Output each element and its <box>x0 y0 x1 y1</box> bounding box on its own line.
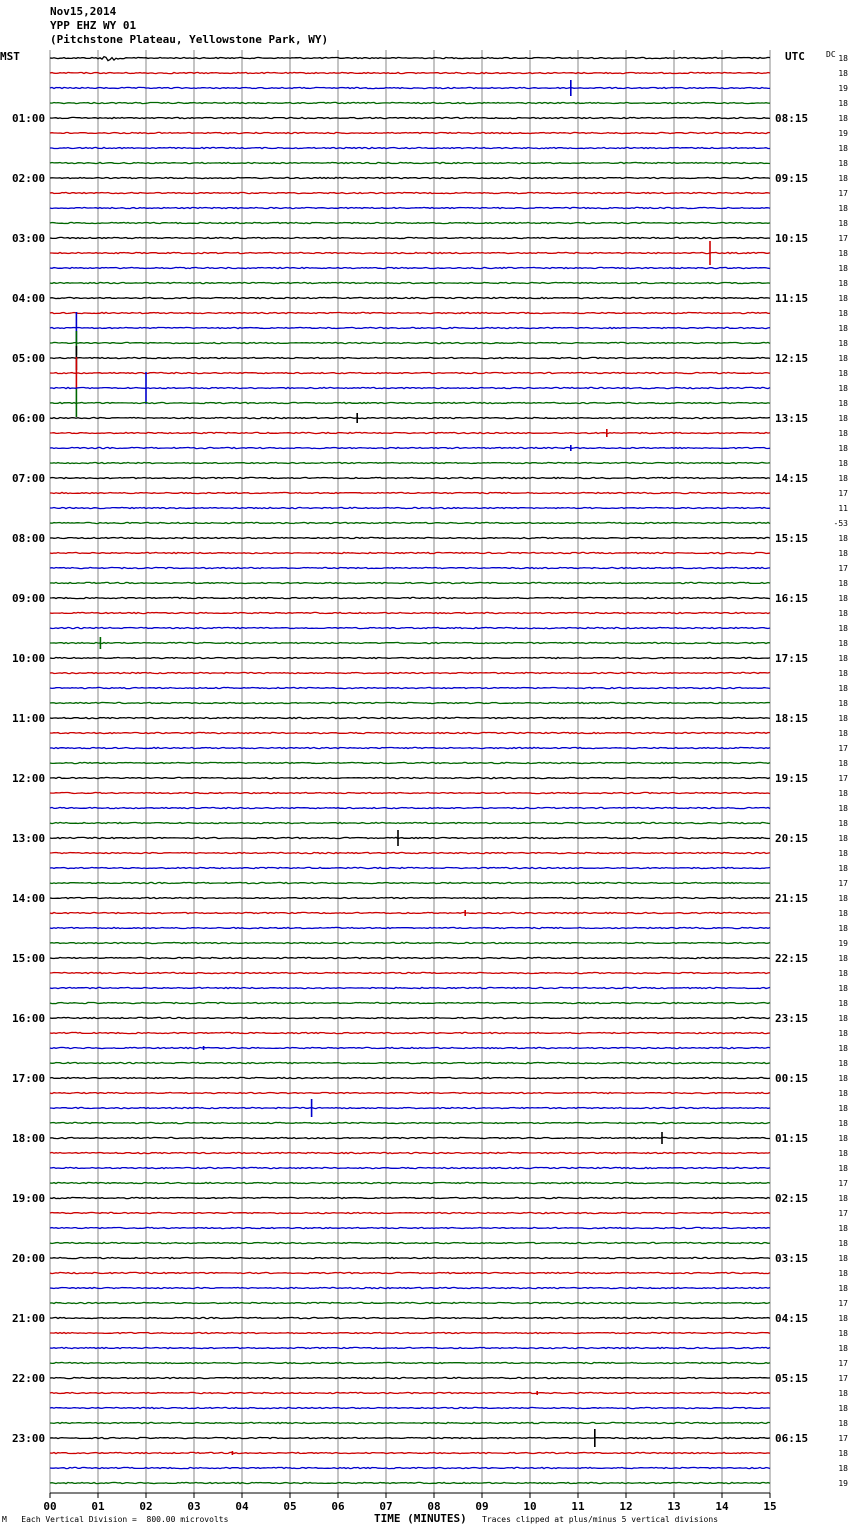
dc-offset-label: 18 <box>838 1194 848 1203</box>
trace-line <box>50 312 770 313</box>
left-hour-label: 13:00 <box>12 832 46 845</box>
dc-offset-label: 17 <box>838 489 848 498</box>
left-hour-label: 21:00 <box>12 1312 46 1325</box>
dc-offset-label: 18 <box>838 99 848 108</box>
dc-offset-label: 19 <box>838 129 848 138</box>
right-hour-label: 15:15 <box>775 532 809 545</box>
right-hour-label: 14:15 <box>775 472 809 485</box>
dc-offset-label: 18 <box>838 69 848 78</box>
right-hour-label: 17:15 <box>775 652 809 665</box>
seismic-traces <box>50 57 770 1484</box>
trace-line <box>50 972 770 973</box>
trace-line <box>50 162 770 163</box>
trace-line <box>50 417 770 418</box>
x-tick-label: 11 <box>571 1500 585 1513</box>
dc-offset-label: 18 <box>838 1239 848 1248</box>
trace-line <box>50 537 770 538</box>
trace-line <box>50 687 770 688</box>
trace-line <box>50 1242 770 1243</box>
right-hour-label: 11:15 <box>775 292 809 305</box>
dc-offset-label: 18 <box>838 1284 848 1293</box>
dc-offset-label: 18 <box>838 1389 848 1398</box>
dc-offset-label: 17 <box>838 1359 848 1368</box>
dc-offset-label: 18 <box>838 684 848 693</box>
dc-offset-label: 18 <box>838 759 848 768</box>
dc-offset-label: 18 <box>838 819 848 828</box>
dc-offset-label: 17 <box>838 1179 848 1188</box>
right-timezone-label: UTC <box>785 50 805 63</box>
x-tick-label: 12 <box>619 1500 633 1513</box>
trace-line <box>50 807 770 808</box>
left-timezone-label: MST <box>0 50 20 63</box>
dc-offset-label: 17 <box>838 1209 848 1218</box>
left-hour-label: 12:00 <box>12 772 46 785</box>
trace-line <box>50 567 770 568</box>
trace-line <box>50 402 770 403</box>
trace-line <box>50 1482 770 1483</box>
dc-offset-label: 18 <box>838 1314 848 1323</box>
dc-offset-label: 18 <box>838 594 848 603</box>
dc-offset-label: 18 <box>838 1089 848 1098</box>
dc-offset-label: 17 <box>838 189 848 198</box>
dc-offset-label: 18 <box>838 1224 848 1233</box>
right-hour-label: 10:15 <box>775 232 809 245</box>
trace-line <box>50 87 770 88</box>
dc-offset-label: 18 <box>838 729 848 738</box>
dc-offset-label: 17 <box>838 1299 848 1308</box>
left-hour-label: 11:00 <box>12 712 46 725</box>
trace-line <box>50 102 770 103</box>
trace-line <box>50 1197 770 1198</box>
trace-line <box>50 1287 770 1288</box>
left-hour-label: 08:00 <box>12 532 46 545</box>
station-label: YPP EHZ WY 01 <box>50 19 137 32</box>
trace-line <box>50 447 770 448</box>
left-hour-label: 22:00 <box>12 1372 46 1385</box>
trace-line <box>50 867 770 868</box>
x-tick-label: 00 <box>43 1500 57 1513</box>
trace-line <box>50 132 770 133</box>
dc-offset-label: 17 <box>838 879 848 888</box>
trace-line <box>50 522 770 523</box>
dc-offset-label: 18 <box>838 1254 848 1263</box>
dc-offset-label: 18 <box>838 309 848 318</box>
trace-line <box>50 192 770 193</box>
trace-line <box>50 1422 770 1423</box>
trace-line <box>50 222 770 223</box>
trace-line <box>50 777 770 778</box>
left-hour-label: 04:00 <box>12 292 46 305</box>
trace-line <box>50 1092 770 1093</box>
left-hour-label: 10:00 <box>12 652 46 665</box>
dc-offset-label: 18 <box>838 789 848 798</box>
left-hour-label: 03:00 <box>12 232 46 245</box>
trace-line <box>50 387 770 388</box>
trace-line <box>50 942 770 943</box>
trace-line <box>50 462 770 463</box>
right-hour-label: 16:15 <box>775 592 809 605</box>
right-hour-label: 08:15 <box>775 112 809 125</box>
trace-line <box>50 1452 770 1453</box>
trace-line <box>50 327 770 328</box>
trace-line <box>50 1167 770 1168</box>
dc-offset-label: 18 <box>838 609 848 618</box>
trace-line <box>50 1257 770 1258</box>
trace-line <box>50 297 770 298</box>
right-hour-label: 06:15 <box>775 1432 809 1445</box>
dc-offset-label: 18 <box>838 369 848 378</box>
trace-line <box>50 672 770 673</box>
left-hour-label: 23:00 <box>12 1432 46 1445</box>
left-hour-label: 09:00 <box>12 592 46 605</box>
trace-line <box>50 1212 770 1213</box>
dc-offset-label: 18 <box>838 1104 848 1113</box>
dc-offset-label: 18 <box>838 114 848 123</box>
left-hour-label: 14:00 <box>12 892 46 905</box>
trace-line <box>50 702 770 703</box>
x-tick-label: 13 <box>667 1500 681 1513</box>
date-label: Nov15,2014 <box>50 5 117 18</box>
dc-offset-label: 18 <box>838 294 848 303</box>
scale-note <box>2 1515 228 1524</box>
dc-offset-label: 18 <box>838 579 848 588</box>
right-hour-label: 21:15 <box>775 892 809 905</box>
trace-line <box>50 717 770 718</box>
dc-offset-label: 18 <box>838 639 848 648</box>
dc-offset-label: 18 <box>838 174 848 183</box>
trace-line <box>50 432 770 433</box>
corner-mark: M <box>2 1515 7 1524</box>
trace-line <box>50 1032 770 1033</box>
trace-line <box>50 1122 770 1123</box>
dc-offset-label: 18 <box>838 429 848 438</box>
right-hour-label: 05:15 <box>775 1372 809 1385</box>
trace-line <box>50 1107 770 1108</box>
x-tick-label: 10 <box>523 1500 537 1513</box>
dc-offset-label: 18 <box>838 204 848 213</box>
dc-offset-label: 18 <box>838 249 848 258</box>
dc-offset-label: 18 <box>838 864 848 873</box>
dc-offset-label: 18 <box>838 324 848 333</box>
x-tick-label: 02 <box>139 1500 153 1513</box>
trace-line <box>50 852 770 853</box>
trace-line <box>50 987 770 988</box>
trace-line <box>50 1437 770 1438</box>
trace-line <box>50 207 770 208</box>
left-hour-label: 17:00 <box>12 1072 46 1085</box>
left-hour-label: 16:00 <box>12 1012 46 1025</box>
x-tick-label: 06 <box>331 1500 345 1513</box>
trace-line <box>50 582 770 583</box>
trace-line <box>50 1152 770 1153</box>
dc-offset-label: 19 <box>838 939 848 948</box>
trace-line <box>50 1467 770 1468</box>
left-hour-label: 05:00 <box>12 352 46 365</box>
trace-line <box>50 1002 770 1003</box>
left-hour-label: 06:00 <box>12 412 46 425</box>
trace-line <box>50 177 770 178</box>
x-tick-label: 15 <box>763 1500 777 1513</box>
dc-offset-label: 18 <box>838 924 848 933</box>
dc-offset-label: 18 <box>838 669 848 678</box>
trace-line <box>50 372 770 373</box>
dc-offset-label: 18 <box>838 144 848 153</box>
trace-line <box>50 642 770 643</box>
trace-line <box>50 1017 770 1018</box>
trace-line <box>50 147 770 148</box>
dc-offset-label: 18 <box>838 699 848 708</box>
trace-line <box>50 252 770 253</box>
dc-offset-label: 18 <box>838 1404 848 1413</box>
left-hour-label: 19:00 <box>12 1192 46 1205</box>
trace-line <box>50 837 770 838</box>
dc-offset-label: 18 <box>838 849 848 858</box>
right-hour-label: 00:15 <box>775 1072 809 1085</box>
trace-line <box>50 552 770 553</box>
trace-line <box>50 1062 770 1063</box>
x-tick-label: 14 <box>715 1500 729 1513</box>
dc-offset-label: 18 <box>838 624 848 633</box>
dc-offset-label: 18 <box>838 414 848 423</box>
trace-line <box>50 492 770 493</box>
dc-offset-label: 18 <box>838 1044 848 1053</box>
x-tick-label: 05 <box>283 1500 297 1513</box>
trace-line <box>50 627 770 628</box>
x-tick-label: 01 <box>91 1500 105 1513</box>
trace-line <box>50 72 770 73</box>
dc-offset-label: 18 <box>838 459 848 468</box>
dc-offset-label: 18 <box>838 339 848 348</box>
right-hour-label: 04:15 <box>775 1312 809 1325</box>
dc-offset-label: 18 <box>838 279 848 288</box>
dc-offset-label: 19 <box>838 1479 848 1488</box>
trace-line <box>50 927 770 928</box>
right-hour-label: 09:15 <box>775 172 809 185</box>
right-hour-label: 02:15 <box>775 1192 809 1205</box>
dc-offset-label: 18 <box>838 909 848 918</box>
dc-offset-label: 18 <box>838 1269 848 1278</box>
dc-offset-label: 18 <box>838 384 848 393</box>
dc-offset-label: 18 <box>838 954 848 963</box>
trace-line <box>50 357 770 358</box>
dc-offset-label: 18 <box>838 1419 848 1428</box>
trace-line <box>50 1317 770 1318</box>
right-hour-label: 03:15 <box>775 1252 809 1265</box>
trace-line <box>50 912 770 913</box>
trace-line <box>50 117 770 118</box>
trace-line <box>50 747 770 748</box>
x-tick-label: 08 <box>427 1500 441 1513</box>
right-hour-label: 20:15 <box>775 832 809 845</box>
dc-offset-label: 17 <box>838 1374 848 1383</box>
trace-line <box>50 237 770 238</box>
trace-line <box>50 1332 770 1333</box>
minute-grid <box>50 50 770 1498</box>
dc-offset-label: 18 <box>838 1149 848 1158</box>
trace-line <box>50 762 770 763</box>
dc-offset-label: 18 <box>838 1134 848 1143</box>
trace-line <box>50 1227 770 1228</box>
dc-offset-label: 18 <box>838 894 848 903</box>
trace-line <box>50 1392 770 1393</box>
trace-line <box>50 597 770 598</box>
trace-line <box>50 282 770 283</box>
left-hour-label: 18:00 <box>12 1132 46 1145</box>
trace-line <box>50 1407 770 1408</box>
right-hour-label: 01:15 <box>775 1132 809 1145</box>
trace-line <box>50 1272 770 1273</box>
trace-line <box>50 1377 770 1378</box>
dc-offset-label: 18 <box>838 549 848 558</box>
dc-offset-label: 18 <box>838 1074 848 1083</box>
dc-offset-label: 18 <box>838 999 848 1008</box>
right-hour-label: 22:15 <box>775 952 809 965</box>
dc-offset-label: 18 <box>838 984 848 993</box>
right-hour-label: 19:15 <box>775 772 809 785</box>
dc-offset-label: 18 <box>838 219 848 228</box>
right-hour-label: 23:15 <box>775 1012 809 1025</box>
left-hour-label: 07:00 <box>12 472 46 485</box>
trace-line <box>50 897 770 898</box>
location-label: (Pitchstone Plateau, Yellowstone Park, WY) <box>50 33 329 46</box>
dc-offset-label: 18 <box>838 159 848 168</box>
x-tick-label: 04 <box>235 1500 249 1513</box>
trace-line <box>50 1182 770 1183</box>
dc-offset-label: 18 <box>838 354 848 363</box>
dc-offset-label: 17 <box>838 1434 848 1443</box>
dc-offset-label: 18 <box>838 1164 848 1173</box>
trace-line <box>50 957 770 958</box>
dc-offset-label: 18 <box>838 1449 848 1458</box>
trace-line <box>50 1047 770 1048</box>
trace-line <box>50 882 770 883</box>
x-axis-title: TIME (MINUTES) <box>374 1512 467 1525</box>
trace-line <box>50 1347 770 1348</box>
dc-offset-label: 18 <box>838 1059 848 1068</box>
trace-line <box>50 267 770 268</box>
trace-line <box>50 57 770 61</box>
dc-offset-label: 18 <box>838 969 848 978</box>
dc-offset-label: -53 <box>833 519 848 528</box>
right-hour-label: 18:15 <box>775 712 809 725</box>
scale-note-text: Each Vertical Division = 800.00 microvolts <box>21 1515 229 1524</box>
clip-note: Traces clipped at plus/minus 5 vertical divisions <box>482 1515 719 1524</box>
left-hour-label: 02:00 <box>12 172 46 185</box>
trace-line <box>50 477 770 478</box>
dc-offset-label: 18 <box>838 1464 848 1473</box>
dc-offset-label: 17 <box>838 774 848 783</box>
x-tick-label: 09 <box>475 1500 489 1513</box>
left-hour-label: 15:00 <box>12 952 46 965</box>
dc-offset-label: 18 <box>838 1119 848 1128</box>
dc-offset-label: 18 <box>838 444 848 453</box>
trace-line <box>50 822 770 823</box>
dc-offset-label: 18 <box>838 834 848 843</box>
dc-offset-label: 18 <box>838 264 848 273</box>
x-tick-label: 07 <box>379 1500 393 1513</box>
dc-offset-label: 18 <box>838 534 848 543</box>
trace-line <box>50 1362 770 1363</box>
left-hour-label: 01:00 <box>12 112 46 125</box>
dc-offset-label: 18 <box>838 474 848 483</box>
dc-offset-label: 11 <box>838 504 848 513</box>
dc-offset-label: 18 <box>838 654 848 663</box>
right-hour-label: 13:15 <box>775 412 809 425</box>
dc-offset-label: 18 <box>838 1029 848 1038</box>
dc-offset-label: 18 <box>838 54 848 63</box>
trace-line <box>50 342 770 343</box>
trace-line <box>50 732 770 733</box>
dc-label: DC <box>826 50 836 59</box>
trace-line <box>50 1302 770 1303</box>
dc-offset-label: 18 <box>838 1329 848 1338</box>
right-hour-label: 12:15 <box>775 352 809 365</box>
dc-offset-label: 18 <box>838 399 848 408</box>
trace-line <box>50 612 770 613</box>
dc-offset-label: 19 <box>838 84 848 93</box>
dc-offset-label: 18 <box>838 714 848 723</box>
trace-line <box>50 792 770 793</box>
dc-offset-label: 18 <box>838 804 848 813</box>
x-tick-label: 03 <box>187 1500 201 1513</box>
trace-line <box>50 1077 770 1078</box>
dc-offset-label: 18 <box>838 1014 848 1023</box>
axis-labels <box>0 50 848 1513</box>
trace-line <box>50 657 770 658</box>
dc-offset-label: 17 <box>838 744 848 753</box>
left-hour-label: 20:00 <box>12 1252 46 1265</box>
trace-line <box>50 507 770 508</box>
dc-offset-label: 18 <box>838 1344 848 1353</box>
dc-offset-label: 17 <box>838 234 848 243</box>
dc-offset-label: 17 <box>838 564 848 573</box>
